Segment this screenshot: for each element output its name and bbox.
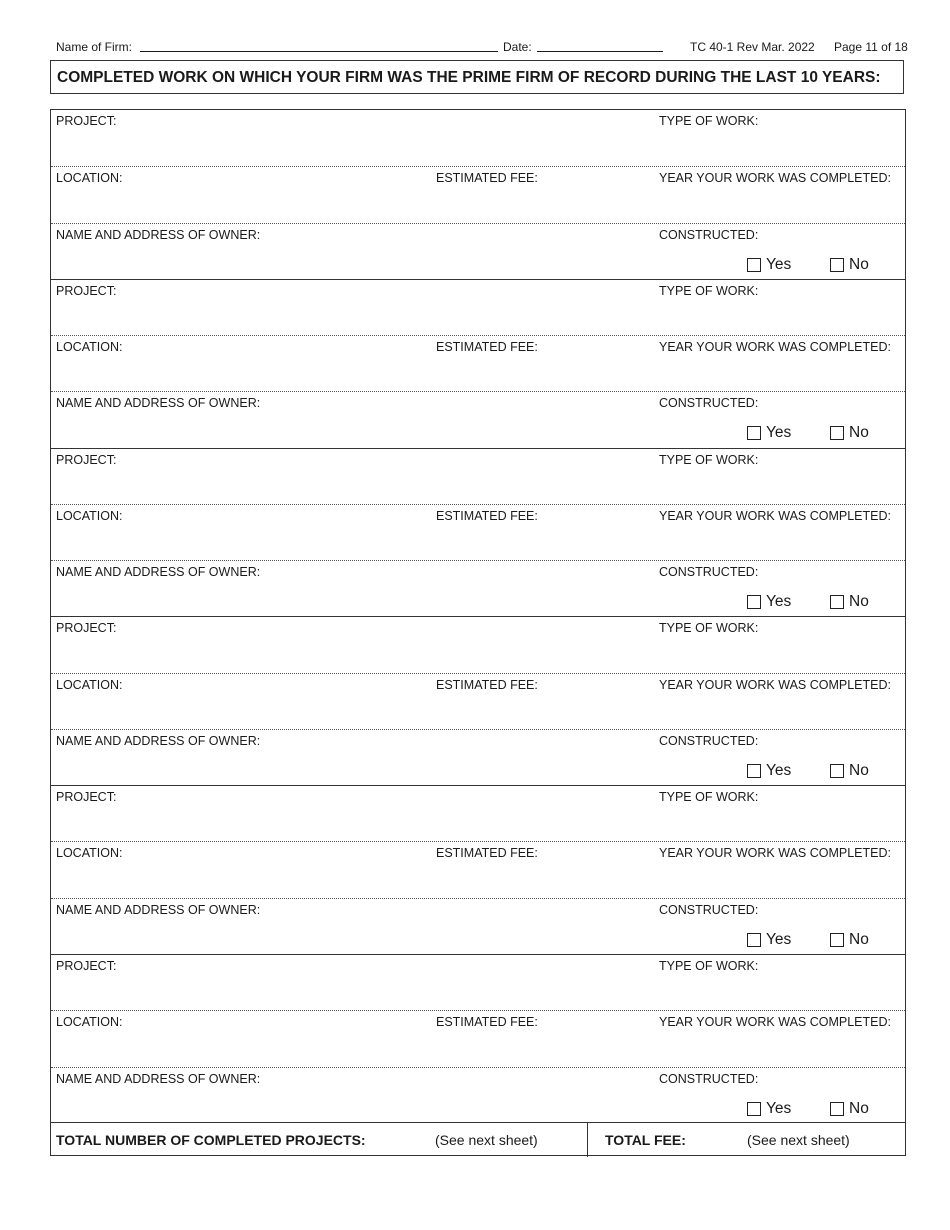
date-field[interactable] bbox=[537, 51, 663, 52]
location-row[interactable] bbox=[51, 504, 905, 561]
project-label: PROJECT: bbox=[56, 114, 117, 128]
totals-divider bbox=[587, 1123, 588, 1157]
constructed-yes-label: Yes bbox=[766, 761, 792, 779]
project-label: PROJECT: bbox=[56, 621, 117, 636]
form-id: TC 40-1 Rev Mar. 2022 bbox=[690, 40, 815, 54]
location-label: LOCATION: bbox=[56, 340, 123, 355]
project-row[interactable] bbox=[51, 616, 905, 673]
location-label: LOCATION: bbox=[56, 1015, 123, 1030]
project-label: PROJECT: bbox=[56, 790, 117, 805]
constructed-no-label: No bbox=[849, 1099, 869, 1117]
constructed-no-checkbox[interactable] bbox=[830, 1100, 869, 1118]
estimated-fee-label: ESTIMATED FEE: bbox=[436, 508, 538, 523]
location-row[interactable] bbox=[51, 166, 905, 223]
constructed-yes-checkbox[interactable] bbox=[747, 593, 791, 611]
checkbox-square[interactable] bbox=[747, 764, 761, 778]
type-of-work-label: TYPE OF WORK: bbox=[659, 959, 759, 973]
section-title: COMPLETED WORK ON WHICH YOUR FIRM WAS THE PRIME FIRM OF RECORD DURING THE LAST 10 YEARS: bbox=[57, 69, 881, 86]
type-of-work-label: TYPE OF WORK: bbox=[659, 283, 759, 298]
constructed-yes-label: Yes bbox=[766, 1099, 792, 1117]
checkbox-square[interactable] bbox=[830, 933, 844, 947]
owner-label: NAME AND ADDRESS OF OWNER: bbox=[56, 227, 261, 242]
constructed-yes-label: Yes bbox=[766, 593, 792, 611]
constructed-yes-label: Yes bbox=[766, 930, 792, 948]
constructed-no-label: No bbox=[849, 255, 869, 273]
year-completed-label: YEAR YOUR WORK WAS COMPLETED: bbox=[659, 340, 891, 355]
totals-row bbox=[51, 1122, 905, 1157]
location-row[interactable] bbox=[51, 1010, 905, 1067]
constructed-no-checkbox[interactable] bbox=[830, 593, 869, 611]
type-of-work-label: TYPE OF WORK: bbox=[659, 790, 759, 805]
section-title-box bbox=[50, 60, 904, 94]
checkbox-square[interactable] bbox=[830, 258, 844, 272]
type-of-work-label: TYPE OF WORK: bbox=[659, 452, 759, 467]
constructed-yes-checkbox[interactable] bbox=[747, 931, 791, 949]
owner-row[interactable] bbox=[51, 223, 905, 280]
location-label: LOCATION: bbox=[56, 508, 123, 523]
constructed-label: CONSTRUCTED: bbox=[659, 396, 759, 411]
constructed-no-label: No bbox=[849, 761, 869, 779]
year-completed-label: YEAR YOUR WORK WAS COMPLETED: bbox=[659, 171, 891, 186]
constructed-no-label: No bbox=[849, 593, 869, 611]
checkbox-square[interactable] bbox=[747, 933, 761, 947]
date-label: Date: bbox=[503, 40, 532, 54]
page-number: Page 11 of 18 bbox=[834, 40, 908, 54]
constructed-label: CONSTRUCTED: bbox=[659, 902, 759, 917]
estimated-fee-label: ESTIMATED FEE: bbox=[436, 171, 538, 186]
constructed-no-checkbox[interactable] bbox=[830, 256, 869, 274]
location-row[interactable] bbox=[51, 335, 905, 392]
constructed-label: CONSTRUCTED: bbox=[659, 565, 759, 580]
constructed-no-checkbox[interactable] bbox=[830, 762, 869, 780]
constructed-yes-label: Yes bbox=[766, 255, 792, 273]
constructed-yes-checkbox[interactable] bbox=[747, 1100, 791, 1118]
checkbox-square[interactable] bbox=[830, 595, 844, 609]
checkbox-square[interactable] bbox=[747, 1102, 761, 1116]
estimated-fee-label: ESTIMATED FEE: bbox=[436, 1015, 538, 1030]
constructed-yes-label: Yes bbox=[766, 424, 792, 442]
project-row[interactable] bbox=[51, 785, 905, 842]
constructed-no-label: No bbox=[849, 930, 869, 948]
location-row[interactable] bbox=[51, 841, 905, 898]
year-completed-label: YEAR YOUR WORK WAS COMPLETED: bbox=[659, 677, 891, 692]
project-row[interactable] bbox=[51, 448, 905, 505]
project-label: PROJECT: bbox=[56, 452, 117, 467]
project-label: PROJECT: bbox=[56, 283, 117, 298]
total-fee-value: (See next sheet) bbox=[747, 1132, 850, 1148]
name-of-firm-label: Name of Firm: bbox=[56, 40, 133, 54]
checkbox-square[interactable] bbox=[747, 426, 761, 440]
total-projects-label: TOTAL NUMBER OF COMPLETED PROJECTS: bbox=[56, 1132, 366, 1148]
owner-label: NAME AND ADDRESS OF OWNER: bbox=[56, 902, 261, 917]
project-label: PROJECT: bbox=[56, 959, 117, 973]
checkbox-square[interactable] bbox=[830, 764, 844, 778]
owner-row[interactable] bbox=[51, 391, 905, 448]
constructed-label: CONSTRUCTED: bbox=[659, 733, 759, 748]
completed-work-table bbox=[50, 109, 906, 1156]
owner-row[interactable] bbox=[51, 560, 905, 617]
owner-row[interactable] bbox=[51, 898, 905, 955]
year-completed-label: YEAR YOUR WORK WAS COMPLETED: bbox=[659, 1015, 891, 1030]
checkbox-square[interactable] bbox=[747, 595, 761, 609]
project-row[interactable] bbox=[51, 110, 905, 166]
location-label: LOCATION: bbox=[56, 171, 123, 186]
checkbox-square[interactable] bbox=[830, 1102, 844, 1116]
project-row[interactable] bbox=[51, 954, 905, 1011]
checkbox-square[interactable] bbox=[830, 426, 844, 440]
constructed-no-checkbox[interactable] bbox=[830, 424, 869, 442]
constructed-label: CONSTRUCTED: bbox=[659, 1071, 759, 1086]
location-label: LOCATION: bbox=[56, 846, 123, 861]
constructed-yes-checkbox[interactable] bbox=[747, 762, 791, 780]
owner-row[interactable] bbox=[51, 729, 905, 786]
name-of-firm-field[interactable] bbox=[140, 51, 498, 52]
owner-label: NAME AND ADDRESS OF OWNER: bbox=[56, 1071, 261, 1086]
type-of-work-label: TYPE OF WORK: bbox=[659, 114, 759, 128]
constructed-no-checkbox[interactable] bbox=[830, 931, 869, 949]
location-label: LOCATION: bbox=[56, 677, 123, 692]
estimated-fee-label: ESTIMATED FEE: bbox=[436, 677, 538, 692]
constructed-label: CONSTRUCTED: bbox=[659, 227, 759, 242]
project-row[interactable] bbox=[51, 279, 905, 336]
checkbox-square[interactable] bbox=[747, 258, 761, 272]
owner-label: NAME AND ADDRESS OF OWNER: bbox=[56, 396, 261, 411]
type-of-work-label: TYPE OF WORK: bbox=[659, 621, 759, 636]
location-row[interactable] bbox=[51, 673, 905, 730]
year-completed-label: YEAR YOUR WORK WAS COMPLETED: bbox=[659, 846, 891, 861]
constructed-yes-checkbox[interactable] bbox=[747, 424, 791, 442]
owner-label: NAME AND ADDRESS OF OWNER: bbox=[56, 565, 261, 580]
total-fee-label: TOTAL FEE: bbox=[605, 1132, 686, 1148]
total-projects-value: (See next sheet) bbox=[435, 1132, 538, 1148]
year-completed-label: YEAR YOUR WORK WAS COMPLETED: bbox=[659, 508, 891, 523]
owner-label: NAME AND ADDRESS OF OWNER: bbox=[56, 733, 261, 748]
estimated-fee-label: ESTIMATED FEE: bbox=[436, 846, 538, 861]
constructed-yes-checkbox[interactable] bbox=[747, 256, 791, 274]
constructed-no-label: No bbox=[849, 424, 869, 442]
page-header bbox=[56, 40, 914, 56]
owner-row[interactable] bbox=[51, 1067, 905, 1124]
estimated-fee-label: ESTIMATED FEE: bbox=[436, 340, 538, 355]
